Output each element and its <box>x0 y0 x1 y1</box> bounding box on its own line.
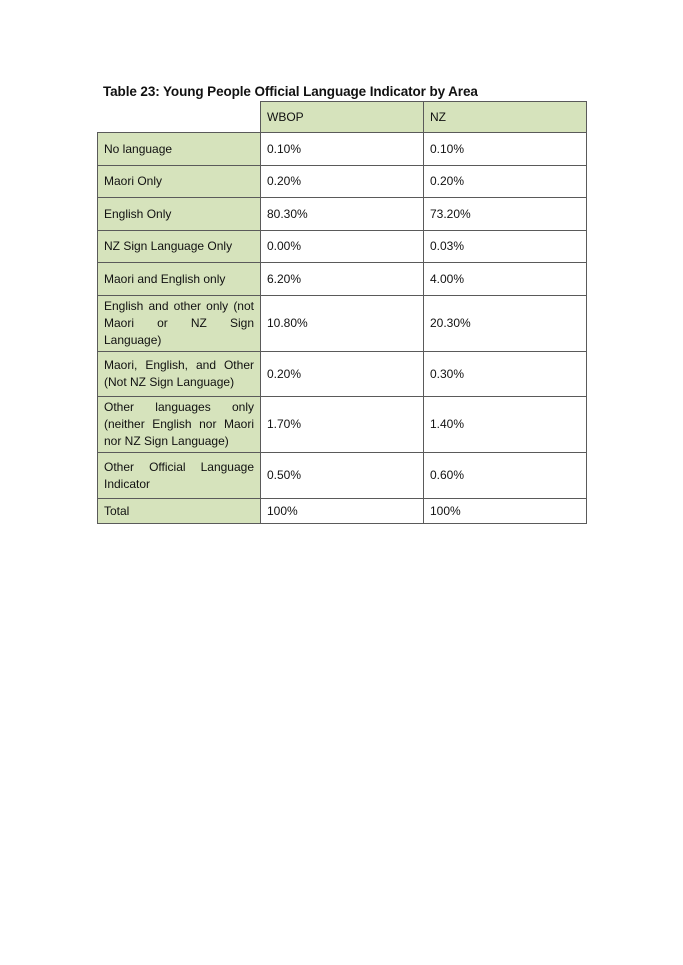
nz-value: 0.20% <box>424 166 587 198</box>
row-label <box>98 352 261 397</box>
row-label <box>98 166 261 198</box>
row-label-text: Total <box>104 503 130 518</box>
row-label <box>98 453 261 499</box>
header-wbop: WBOP <box>261 102 424 133</box>
wbop-value: 0.20% <box>261 166 424 198</box>
wbop-value: 0.20% <box>261 352 424 397</box>
row-label <box>98 133 261 166</box>
row-label-text: Other Official Language Indicator <box>104 459 254 491</box>
row-label-text: English and other only (not Maori or NZ Sign Language) <box>104 299 254 347</box>
wbop-value: 1.70% <box>261 397 424 453</box>
row-label <box>98 231 261 263</box>
table-row <box>98 263 587 296</box>
table-row <box>98 499 587 524</box>
row-label <box>98 263 261 296</box>
table-title: Table 23: Young People Official Language Indicator by Area <box>103 84 478 99</box>
row-label <box>98 499 261 524</box>
header-nz: NZ <box>424 102 587 133</box>
row-label-text: No language <box>104 141 173 156</box>
language-indicator-table <box>97 101 587 524</box>
row-label-text: NZ Sign Language Only <box>104 239 233 253</box>
row-label <box>98 198 261 231</box>
row-label-text: Other languages only (neither English nor Maori nor NZ Sign Language) <box>104 400 254 448</box>
table-row <box>98 296 587 352</box>
row-label-text: Maori, English, and Other (Not NZ Sign Language) <box>104 358 254 389</box>
table-row <box>98 352 587 397</box>
wbop-value: 0.10% <box>261 133 424 166</box>
nz-value: 0.10% <box>424 133 587 166</box>
table-row <box>98 397 587 453</box>
table-row <box>98 198 587 231</box>
nz-value: 20.30% <box>424 296 587 352</box>
wbop-value: 10.80% <box>261 296 424 352</box>
wbop-value: 80.30% <box>261 198 424 231</box>
nz-value: 73.20% <box>424 198 587 231</box>
wbop-value: 6.20% <box>261 263 424 296</box>
wbop-value: 0.50% <box>261 453 424 499</box>
row-label <box>98 397 261 453</box>
table-row <box>98 453 587 499</box>
table-header-row <box>98 102 587 133</box>
nz-value: 4.00% <box>424 263 587 296</box>
row-label <box>98 296 261 352</box>
table-row <box>98 133 587 166</box>
table-row <box>98 231 587 263</box>
nz-value: 0.60% <box>424 453 587 499</box>
nz-value: 0.30% <box>424 352 587 397</box>
row-label-text: English Only <box>104 206 172 221</box>
nz-value: 0.03% <box>424 231 587 263</box>
row-label-text: Maori and English only <box>104 271 226 286</box>
header-blank-cell <box>98 102 261 133</box>
nz-value: 100% <box>424 499 587 524</box>
nz-value: 1.40% <box>424 397 587 453</box>
row-label-text: Maori Only <box>104 174 163 188</box>
wbop-value: 100% <box>261 499 424 524</box>
wbop-value: 0.00% <box>261 231 424 263</box>
table-row <box>98 166 587 198</box>
